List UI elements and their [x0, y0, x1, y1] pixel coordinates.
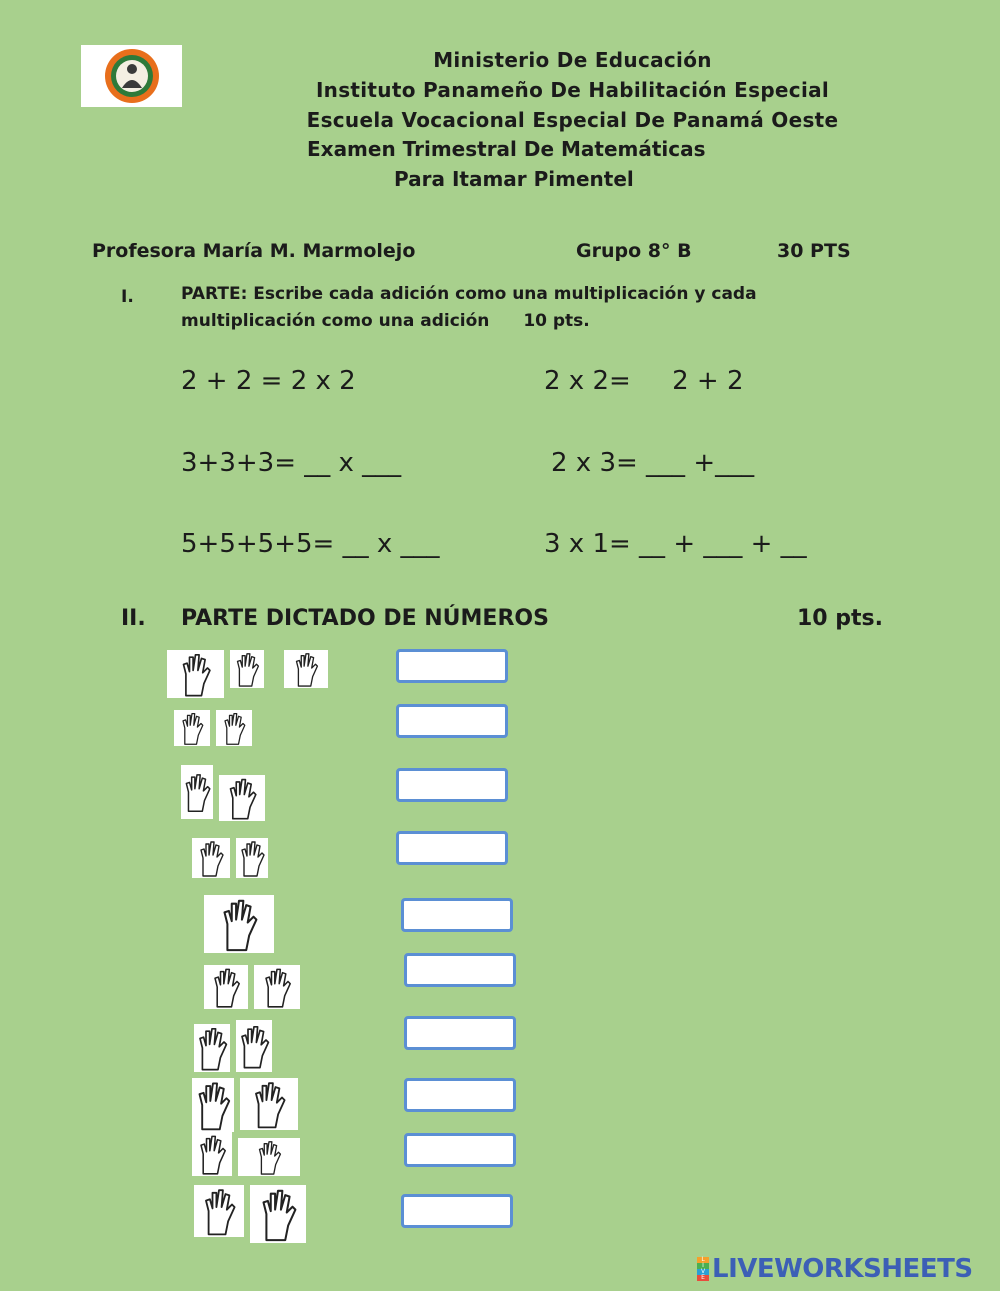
school-seal-icon — [102, 46, 162, 106]
part2-title: PARTE DICTADO DE NÚMEROS — [181, 606, 549, 631]
hand-sign-icon — [204, 895, 274, 953]
answer-input-6[interactable] — [404, 953, 516, 987]
hand-sign-icon — [250, 1185, 306, 1243]
exercise-4[interactable]: 2 x 3= ___ +___ — [551, 448, 755, 478]
hand-sign-icon — [238, 1138, 300, 1176]
hand-sign-icon — [216, 710, 252, 746]
hand-sign-icon — [192, 838, 230, 878]
hand-sign-icon — [240, 1078, 298, 1130]
liveworksheets-icon — [697, 1257, 709, 1281]
answer-input-9[interactable] — [404, 1133, 516, 1167]
header-exam-title: Examen Trimestral De Matemáticas — [307, 137, 706, 161]
part1-instruction-line2 — [181, 311, 590, 331]
answer-input-10[interactable] — [401, 1194, 513, 1228]
exercise-2: 2 x 2= 2 + 2 — [544, 366, 744, 396]
part1-number: I. — [121, 287, 134, 307]
sign-row-5 — [204, 895, 274, 953]
hand-sign-icon — [254, 965, 300, 1009]
liveworksheets-brand[interactable] — [697, 1254, 973, 1284]
header-student: Para Itamar Pimentel — [394, 167, 634, 191]
answer-input-3[interactable] — [396, 768, 508, 802]
hand-sign-icon — [167, 650, 224, 698]
sign-row-6 — [204, 965, 300, 1009]
header-school: Escuela Vocacional Especial De Panamá Oeste — [306, 108, 839, 132]
liveworksheets-text: LIVEWORKSHEETS — [712, 1254, 973, 1284]
hand-sign-icon — [174, 710, 210, 746]
exercise-1: 2 + 2 = 2 x 2 — [181, 366, 356, 396]
sign-row-4 — [192, 838, 268, 878]
hand-sign-icon — [204, 965, 248, 1009]
answer-input-1[interactable] — [396, 649, 508, 683]
sign-row-10 — [194, 1185, 306, 1243]
answer-input-5[interactable] — [401, 898, 513, 932]
teacher-name: Profesora María M. Marmolejo — [92, 240, 416, 262]
exercise-3[interactable]: 3+3+3= __ x ___ — [181, 448, 402, 478]
school-logo — [81, 45, 182, 107]
header-ministry: Ministerio De Educación — [433, 48, 712, 72]
answer-input-4[interactable] — [396, 831, 508, 865]
answer-input-7[interactable] — [404, 1016, 516, 1050]
part1-instruction-text: multiplicación como una adición — [181, 311, 490, 331]
hand-sign-icon — [192, 1132, 232, 1176]
answer-input-2[interactable] — [396, 704, 508, 738]
answer-input-8[interactable] — [404, 1078, 516, 1112]
sign-row-7 — [194, 1020, 272, 1072]
hand-sign-icon — [219, 775, 265, 821]
part2-number: II. — [121, 606, 146, 631]
header-institute: Instituto Panameño De Habilitación Especial — [315, 78, 830, 102]
hand-sign-icon — [192, 1078, 234, 1132]
hand-sign-icon — [236, 838, 268, 878]
exercise-5[interactable]: 5+5+5+5= __ x ___ — [181, 529, 440, 559]
exercise-6[interactable]: 3 x 1= __ + ___ + __ — [544, 529, 807, 559]
sign-row-1 — [167, 650, 328, 698]
group-label: Grupo 8° B — [576, 240, 692, 262]
brand-icon-letter: L — [697, 1257, 709, 1263]
hand-sign-icon — [236, 1020, 272, 1072]
brand-icon-letter: I — [697, 1263, 709, 1269]
brand-icon-letter: V — [697, 1269, 709, 1275]
sign-row-3 — [181, 765, 265, 821]
sign-row-9 — [192, 1132, 300, 1176]
hand-sign-icon — [284, 650, 328, 688]
brand-icon-letter: E — [697, 1275, 709, 1281]
part1-instruction-line1: PARTE: Escribe cada adición como una multiplicación y cada — [181, 284, 757, 304]
total-points: 30 PTS — [777, 240, 851, 262]
part2-points: 10 pts. — [797, 606, 883, 631]
hand-sign-icon — [181, 765, 213, 819]
hand-sign-icon — [194, 1185, 244, 1237]
part1-points: 10 pts. — [523, 311, 590, 331]
sign-row-8 — [192, 1078, 298, 1132]
hand-sign-icon — [194, 1024, 230, 1072]
sign-row-2 — [174, 710, 252, 746]
hand-sign-icon — [230, 650, 264, 688]
